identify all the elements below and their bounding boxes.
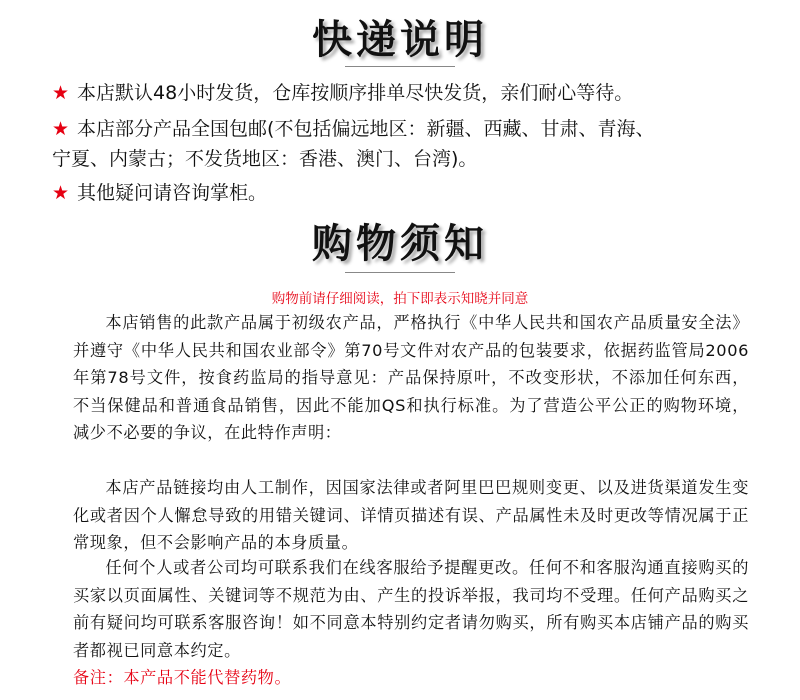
read-notice: 购物前请仔细阅读，拍下即表示知晓并同意 [271, 291, 529, 307]
shipping-title: 快递说明 [312, 17, 488, 63]
shipping-title-underline [345, 66, 455, 67]
terms-paragraph-1: 本店销售的此款产品属于初级农产品，严格执行《中华人民共和国农产品质量安全法》并遵守《中华人民共和国农业部令》第70号文件对农产品的包装要求，依据药监管局2006年第78号文件，按食药监局的指导意见：产品保持原叶，不改变形状，不添加任何东西，不当保健品和普通食品销售，因此不能加QS和执行标准。为了营造公平公正的购物环境，减少不必要的争议，在此特作声明： [73, 313, 749, 442]
shipping-item-1 [52, 80, 633, 106]
star-icon: ★ [52, 182, 70, 204]
terms-paragraph-3: 任何个人或者公司均可联系我们在线客服给予提醒更改。任何不和客服沟通直接购买的买家以页面属性、关键词等不规范为由、产生的投诉举报，我司均不受理。任何产品购买之前有疑问均可联系客服咨询！如不同意本特别约定者请勿购买，所有购买本店铺产品的购买者都视已同意本约定。 [73, 558, 749, 660]
star-icon: ★ [52, 118, 70, 140]
shipping-item-3 [52, 180, 267, 206]
shipping-item-2-text: 本店部分产品全国包邮(不包括偏远地区：新疆、西藏、甘肃、青海、 [77, 118, 655, 140]
shopping-title: 购物须知 [312, 221, 488, 267]
shipping-item-3-text: 其他疑问请咨询掌柜。 [77, 182, 268, 204]
shipping-item-1-text: 本店默认48小时发货，仓库按顺序排单尽快发货，亲们耐心等待。 [77, 82, 634, 104]
terms-paragraph-2: 本店产品链接均由人工制作，因国家法律或者阿里巴巴规则变更、以及进货渠道发生变化或者因个人懈怠导致的用错关键词、详情页描述有误、产品属性未及时更改等情况属于正常现象，但不会影响产品的本身质量。 [73, 478, 749, 552]
shipping-item-2 [52, 116, 654, 142]
star-icon: ★ [52, 82, 70, 104]
shopping-title-underline [345, 272, 455, 273]
shipping-item-2-continued: 宁夏、内蒙古；不发货地区：香港、澳门、台湾)。 [52, 148, 478, 170]
remark-note: 备注：本产品不能代替药物。 [73, 668, 292, 687]
